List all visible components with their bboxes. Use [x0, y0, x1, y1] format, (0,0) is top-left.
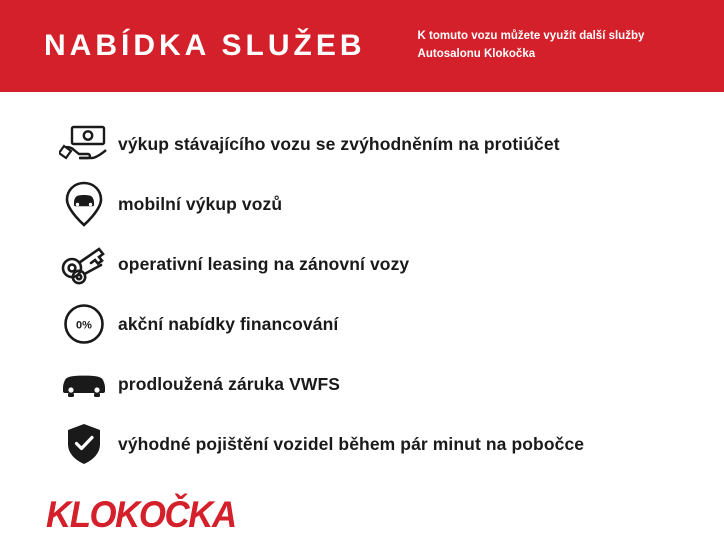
keys-icon — [58, 241, 110, 287]
brand-logo — [46, 492, 248, 538]
service-label: mobilní výkup vozů — [118, 193, 283, 214]
service-label: výkup stávajícího vozu se zvýhodněním na protiúčet — [118, 133, 560, 154]
cash-hand-icon — [58, 121, 110, 167]
services-list — [0, 92, 724, 474]
car-location-pin-icon — [58, 181, 110, 227]
page-title: NABÍDKA SLUŽEB — [44, 29, 366, 62]
banner-subtitle: K tomuto vozu můžete využít další služby Autosalonu Klokočka — [417, 30, 645, 60]
zero-percent-circle-icon — [58, 301, 110, 347]
service-label: akční nabídky financování — [118, 313, 339, 334]
shield-check-icon — [58, 421, 110, 467]
list-item — [0, 354, 724, 414]
svg-text:0%: 0% — [76, 319, 92, 332]
list-item — [0, 174, 724, 234]
list-item — [0, 294, 724, 354]
brand-logo-text: KLOKOČKA — [46, 494, 236, 535]
car-front-icon — [58, 361, 110, 407]
service-label: prodloužená záruka VWFS — [118, 373, 341, 394]
header-banner — [0, 0, 724, 92]
list-item — [0, 114, 724, 174]
list-item — [0, 234, 724, 294]
list-item — [0, 414, 724, 474]
service-label: výhodné pojištění vozidel během pár minut na pobočce — [118, 433, 585, 454]
service-label: operativní leasing na zánovní vozy — [118, 253, 410, 274]
